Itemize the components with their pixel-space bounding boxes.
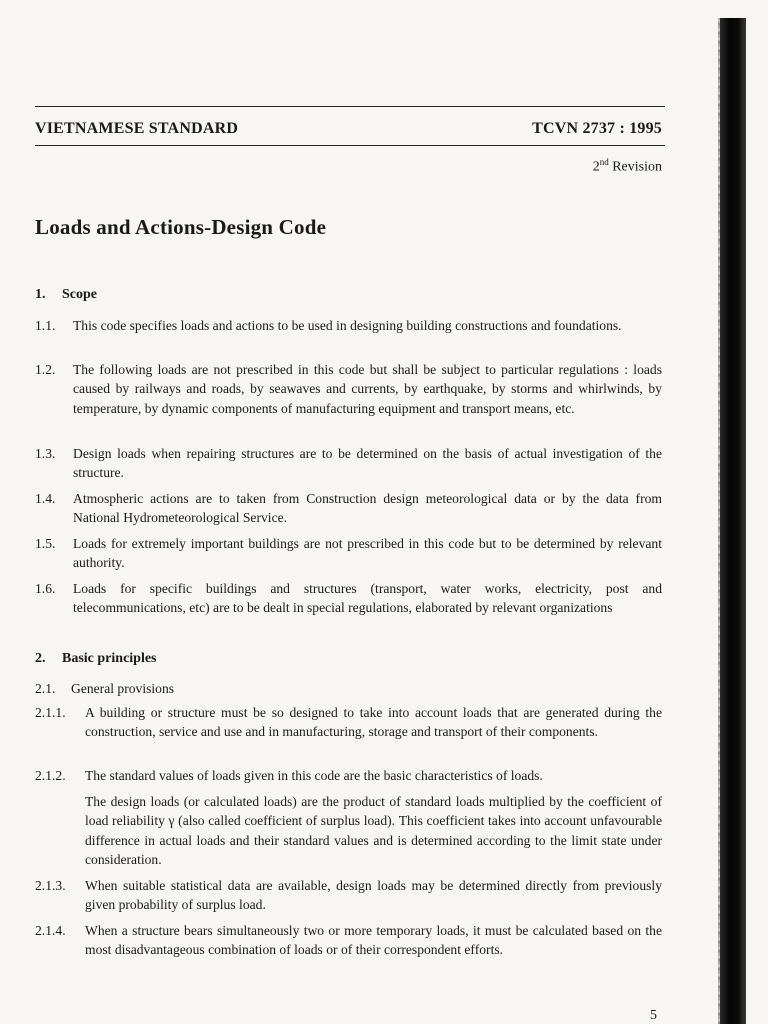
clause-2-1-2: 2.1.2. The standard values of loads given in this code are the basic characteristics of loads. [35, 768, 543, 783]
section-heading-basic-principles: 2. Basic principles [35, 651, 157, 666]
clause-2-1-2-continued: The design loads (or calculated loads) are the product of standard loads multiplied by the coefficient of load reliability γ (also called coefficient of surplus load). This coefficient takes into account unfavourable difference in actual loads and their standard values and is determined according to the limit state under consideration. [85, 794, 662, 867]
standard-label: VIETNAMESE STANDARD [35, 120, 239, 137]
clause-1-4: 1.4. Atmospheric actions are to taken from Construction design meteorological data or by the data from National Hydrometeorological Service. [35, 491, 662, 526]
header-top-rule [35, 106, 665, 107]
clause-1-1: 1.1. This code specifies loads and actions to be used in designing building constructions and foundations. [35, 318, 622, 333]
page-number: 5 [650, 1008, 657, 1023]
clause-2-1: 2.1. General provisions [35, 681, 175, 696]
section-heading-scope: 1. Scope [35, 287, 97, 302]
document-title: Loads and Actions-Design Code [35, 215, 327, 239]
standard-code: TCVN 2737 : 1995 [532, 120, 662, 137]
header-bottom-rule [35, 145, 665, 146]
clause-2-1-3: 2.1.3. When suitable statistical data are available, design loads may be determined directly from previously given probability of surplus load. [35, 878, 662, 913]
clause-1-6: 1.6. Loads for specific buildings and structures (transport, water works, electricity, post and telecommunications, etc) are to be dealt in special regulations, elaborated by relevant organizations [35, 581, 662, 616]
revision-label: 2nd Revision [592, 157, 662, 175]
clause-2-1-1: 2.1.1. A building or structure must be so designed to take into account loads that are generated during the construction, service and use and in manufacturing, storage and transport of their components. [35, 705, 662, 740]
clause-1-3: 1.3. Design loads when repairing structures are to be determined on the basis of actual investigation of the structure. [35, 446, 662, 481]
clause-1-5: 1.5. Loads for extremely important buildings are not prescribed in this code but to be determined by relevant authority. [35, 536, 662, 571]
book-binding-shadow [720, 18, 746, 1024]
clause-2-1-4: 2.1.4. When a structure bears simultaneously two or more temporary loads, it must be calculated based on the most disadvantageous combination of loads or of their correspondent efforts. [35, 923, 662, 958]
clause-1-2: 1.2. The following loads are not prescribed in this code but shall be subject to particular regulations : loads caused by railways and roads, by seawaves and currents, by earthquake, by storms and whirlwinds, by temperature, by dynamic components of manufacturing equipment and transport means, etc. [35, 362, 662, 416]
